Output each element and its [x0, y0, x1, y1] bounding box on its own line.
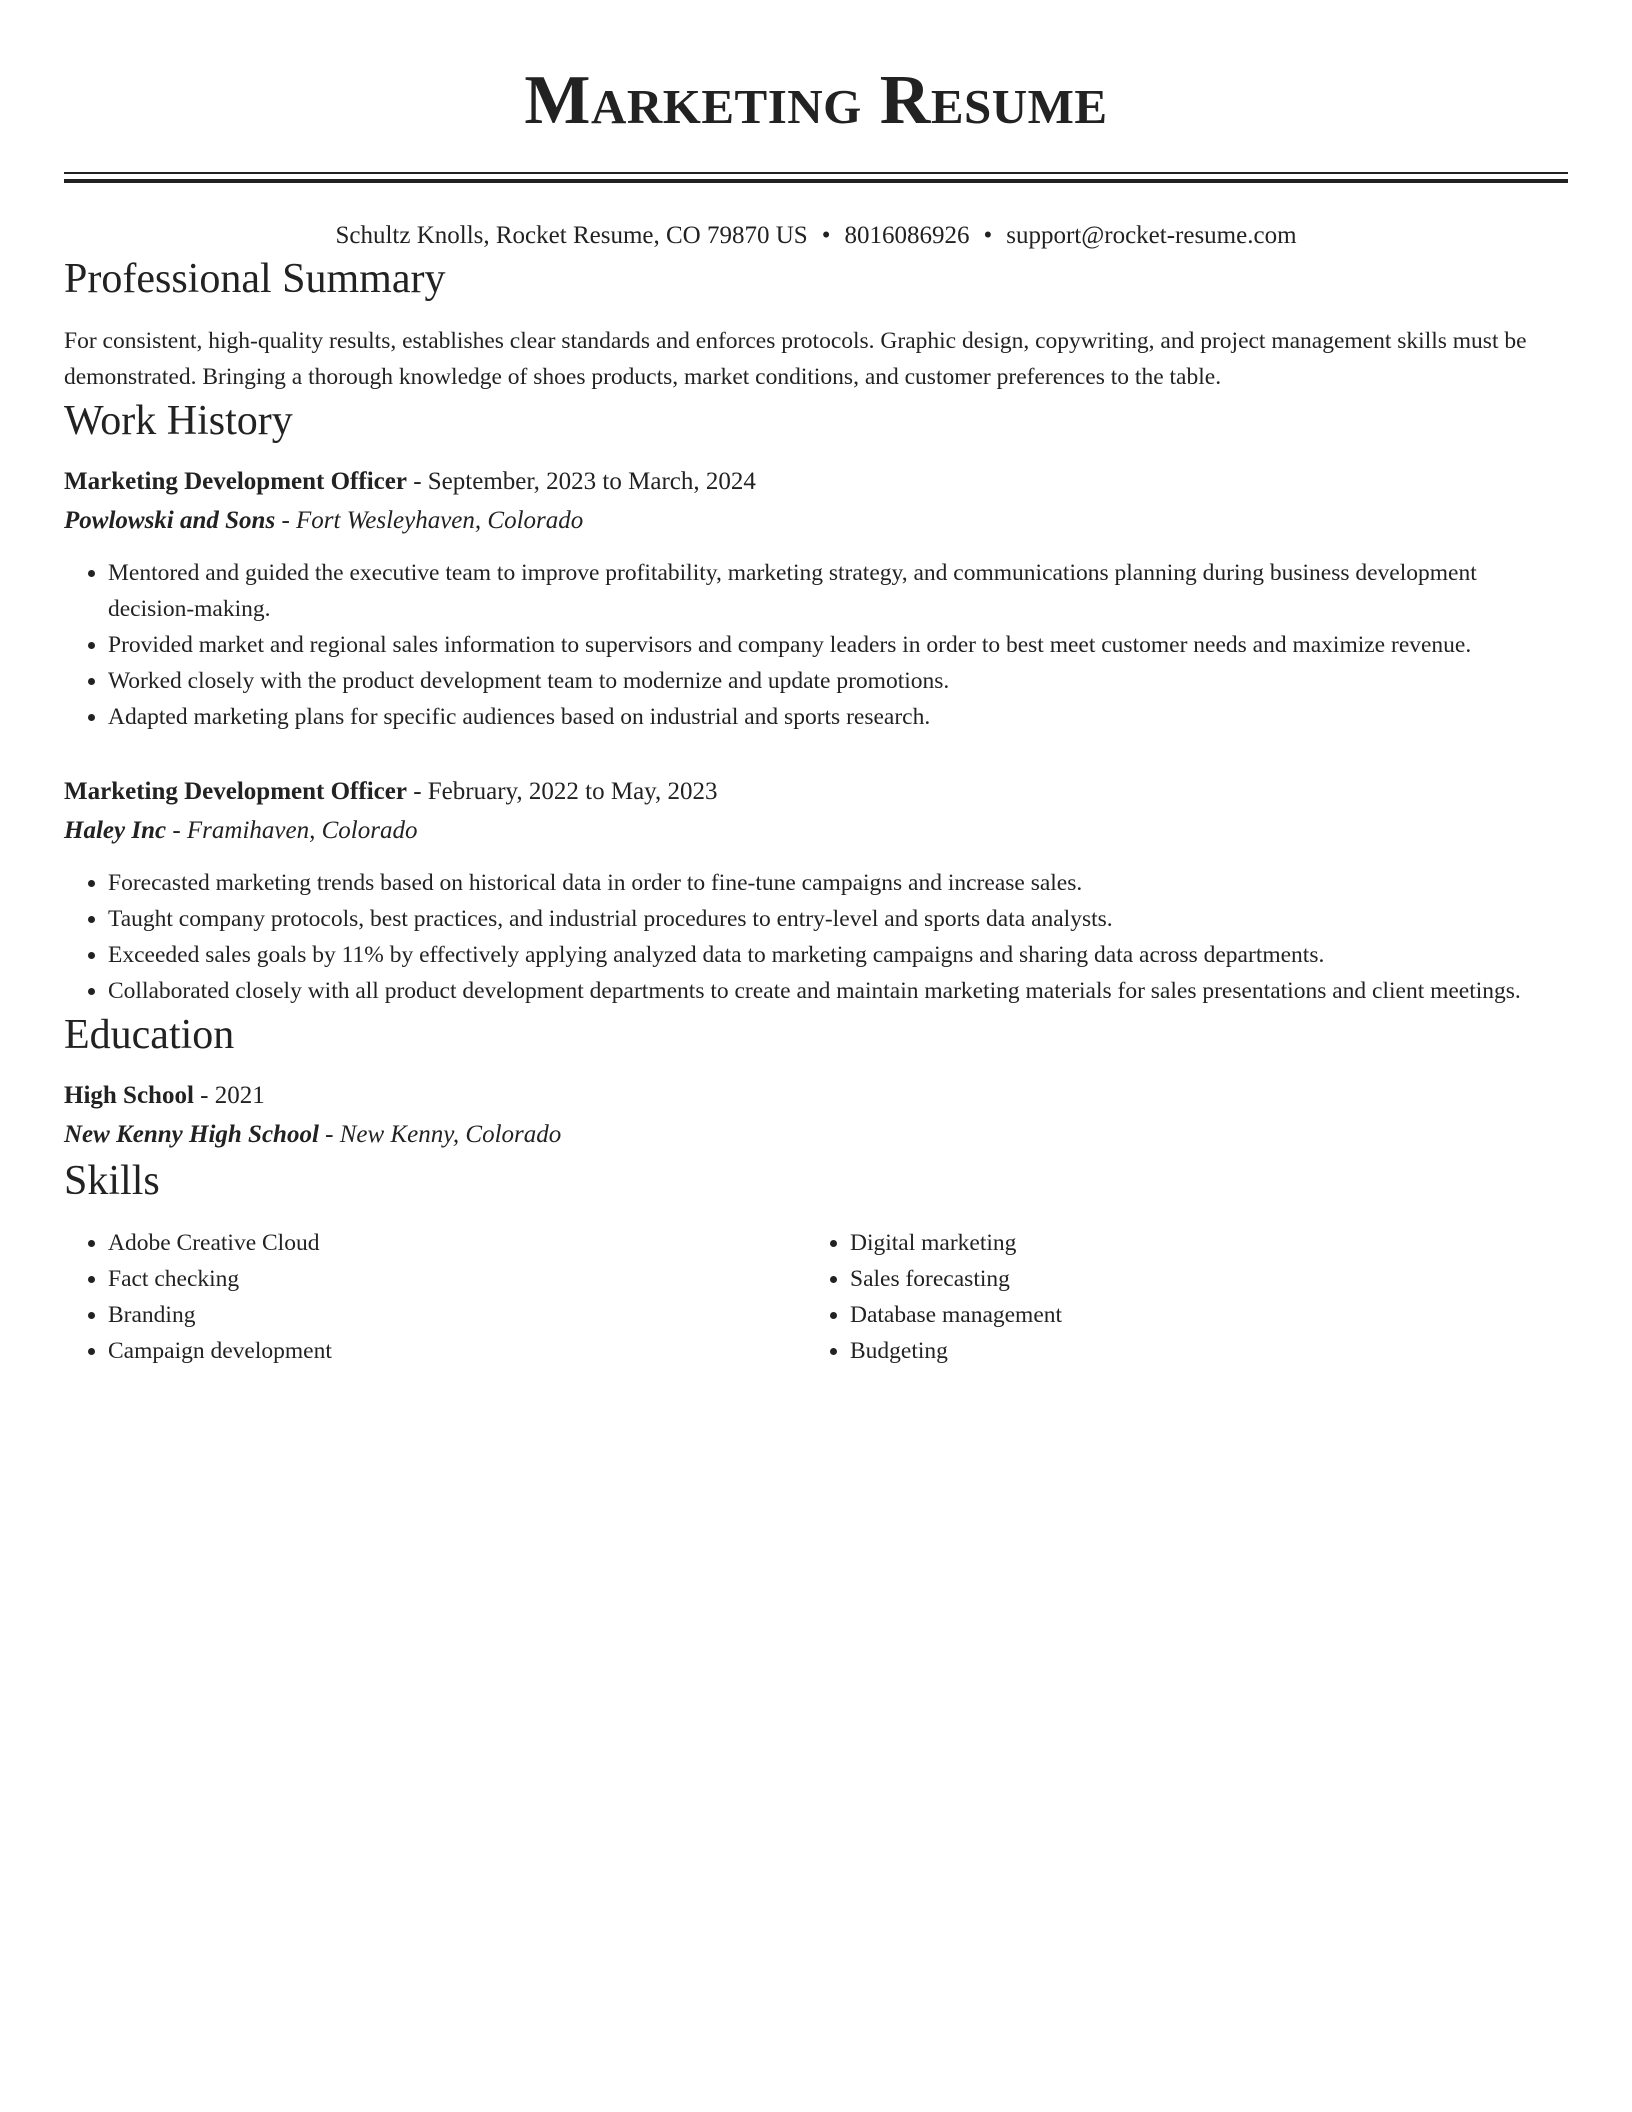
job-bullet: • Adapted marketing plans for specific audiences based on industrial and sports research.: [108, 699, 1568, 735]
skill-item: • Fact checking: [108, 1261, 806, 1297]
work-history-heading: Work History: [64, 398, 293, 444]
company-location: - Fort Wesleyhaven, Colorado: [275, 507, 584, 534]
degree: High School: [64, 1082, 194, 1109]
skill-item: • Branding: [108, 1297, 806, 1333]
job-bullet: • Forecasted marketing trends based on historical data in order to fine-tune campaigns and increase sales.: [108, 865, 1568, 901]
skills-column-left: [64, 1225, 806, 1369]
company-line: [64, 501, 1568, 541]
contact-address: Schultz Knolls, Rocket Resume, CO 79870 US: [335, 222, 808, 249]
skill-item: • Campaign development: [108, 1333, 806, 1369]
company-location: - Framihaven, Colorado: [166, 817, 418, 844]
job-title-line: [64, 773, 1568, 811]
graduation-year: - 2021: [193, 1082, 265, 1109]
summary-heading: Professional Summary: [64, 256, 446, 302]
company-name: Powlowski and Sons: [64, 507, 276, 534]
school-location: - New Kenny, Colorado: [318, 1121, 562, 1148]
skills-column-right: [806, 1225, 1548, 1369]
job-bullet: • Provided market and regional sales information to supervisors and company leaders in order to best meet customer needs and maximize revenue.: [108, 627, 1568, 663]
contact-line: [64, 219, 1568, 253]
job-title: Marketing Development Officer: [64, 778, 407, 805]
education-heading: Education: [64, 1012, 235, 1058]
job-bullet: • Mentored and guided the executive team to improve profitability, marketing strategy, and communications planning during business development decision-making.: [108, 555, 1568, 627]
job-bullets: [64, 555, 1568, 735]
job-title: Marketing Development Officer: [64, 468, 407, 495]
job-title-line: [64, 463, 1568, 501]
skills-heading: Skills: [64, 1158, 160, 1204]
job-bullet: • Collaborated closely with all product development departments to create and maintain marketing materials for sales presentations and client meetings.: [108, 973, 1568, 1009]
job-dates: - February, 2022 to May, 2023: [406, 778, 718, 805]
job-bullet: • Taught company protocols, best practices, and industrial procedures to entry-level and sports data analysts.: [108, 901, 1568, 937]
skill-item: • Adobe Creative Cloud: [108, 1225, 806, 1261]
skill-item: • Sales forecasting: [850, 1261, 1548, 1297]
school-line: [64, 1115, 1568, 1155]
contact-phone: 8016086926: [844, 222, 970, 249]
contact-separator: •: [983, 222, 993, 249]
skill-item: • Budgeting: [850, 1333, 1548, 1369]
education-entry: [64, 1077, 1568, 1155]
degree-line: [64, 1077, 1568, 1115]
job-bullets: [64, 865, 1568, 1009]
company-name: Haley Inc: [64, 817, 167, 844]
job-bullet: • Exceeded sales goals by 11% by effectively applying analyzed data to marketing campaigns and sharing data across departments.: [108, 937, 1568, 973]
job-entry: [64, 463, 1568, 735]
company-line: [64, 811, 1568, 851]
skills-grid: [64, 1225, 1568, 1369]
job-entry: [64, 773, 1568, 1009]
school-name: New Kenny High School: [64, 1121, 319, 1148]
skill-item: • Digital marketing: [850, 1225, 1548, 1261]
contact-email: support@rocket-resume.com: [1006, 222, 1297, 249]
job-dates: - September, 2023 to March, 2024: [406, 468, 756, 495]
contact-separator: •: [821, 222, 831, 249]
title-divider: [64, 172, 1568, 183]
resume-title: Marketing Resume: [524, 62, 1108, 139]
skill-item: • Database management: [850, 1297, 1548, 1333]
summary-text: For consistent, high-quality results, establishes clear standards and enforces protocols. Graphic design, copywriting, and project management skills must be demonstrated. Bringing a thorough knowledge of shoes products, market conditions, and customer preferences to the table.: [64, 328, 1527, 390]
job-bullet: • Worked closely with the product development team to modernize and update promotions.: [108, 663, 1568, 699]
